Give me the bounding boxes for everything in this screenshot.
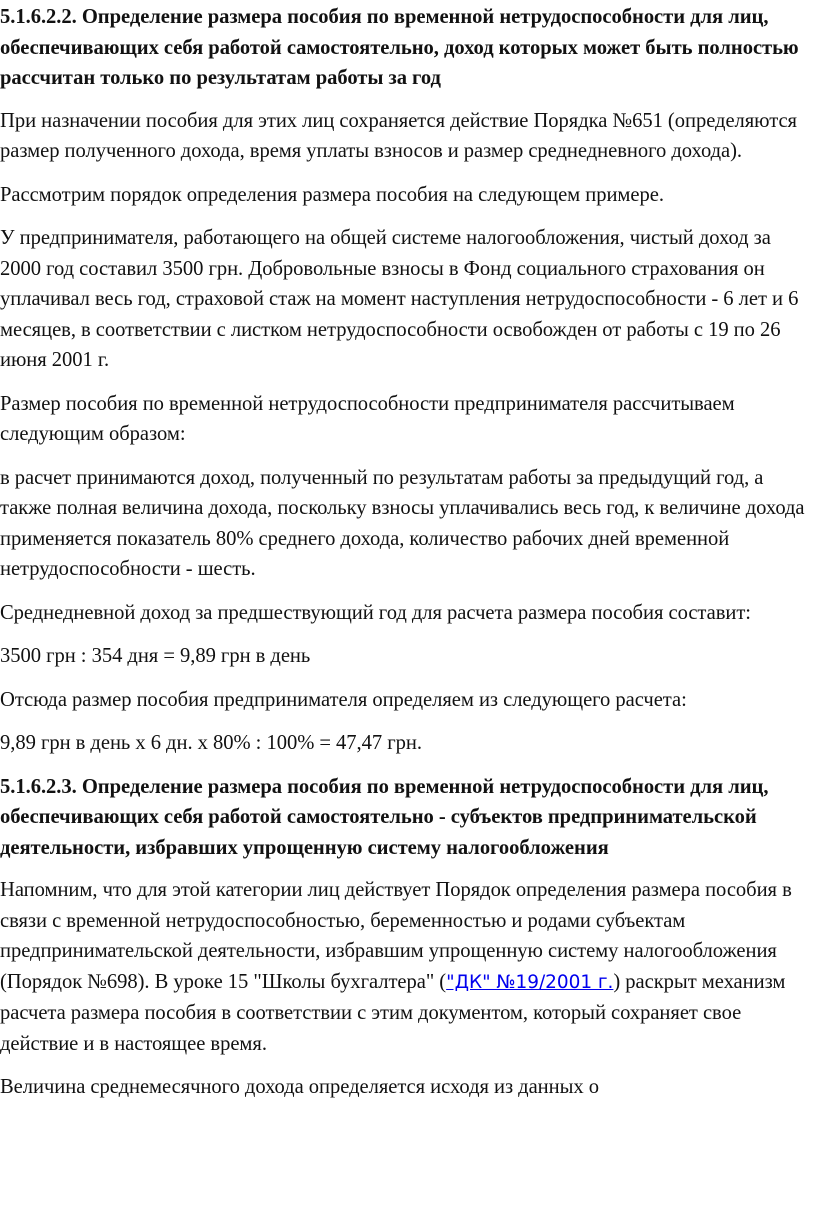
paragraph-calculation-intro: Размер пособия по временной нетрудоспособности предпринимателя рассчитываем следующим образом: [0,392,735,445]
paragraph-monthly-income: Величина среднемесячного дохода определяется исходя из данных о [0,1076,600,1098]
paragraph-daily-income-intro: Среднедневной доход за предшествующий год для расчета размера пособия составит: [0,601,751,624]
section-heading-5-1-6-2-3: 5.1.6.2.3. Определение размера пособия по временной нетрудоспособности для лиц, обеспечивающих себя работой самостоятельно - субъектов предпринимательской деятельности, избравших упрощенную систему налогообложения [0,775,769,859]
paragraph-benefit-intro: Отсюда размер пособия предпринимателя определяем из следующего расчета: [0,688,687,711]
formula-benefit: 9,89 грн в день х 6 дн. х 80% : 100% = 47,47 грн. [0,732,422,754]
paragraph-order-698-text-before: Напомним, что для этой категории лиц действует Порядок определения размера пособия в связи с временной нетрудоспособностью, беременностью и родами субъектам предпринимательской деятельности, избравшим упрощенную систему налогообложения (Порядок №698). В уроке 15 "Школы бухгалтера" ( [0,879,792,993]
paragraph-example-conditions: У предпринимателя, работающего на общей системе налогообложения, чистый доход за 2000 год составил 3500 грн. Добровольные взносы в Фонд социального страхования он уплачивал весь год, страховой стаж на момент наступления нетрудоспособности - 6 лет и 6 месяцев, в соответствии с листком нетрудоспособности освобожден от работы с 19 по 26 июня 2001 г. [0,227,799,371]
section-heading-5-1-6-2-2: 5.1.6.2.2. Определение размера пособия по временной нетрудоспособности для лиц, обеспечивающих себя работой самостоятельно, доход которых может быть полностью рассчитан только по результатам работы за год [0,6,799,89]
paragraph-order-698 [0,875,808,1059]
paragraph-order-698-text-after: ) раскрыт механизм расчета размера пособия в соответствии с этим документом, который сохраняет свое действие и в настоящее время. [0,970,786,1055]
formula-daily-income: 3500 грн : 354 дня = 9,89 грн в день [0,645,311,667]
paragraph-order-651: При назначении пособия для этих лиц сохраняется действие Порядка №651 (определяются размер полученного дохода, время уплаты взносов и размер среднедневного дохода). [0,109,797,162]
paragraph-example-intro: Рассмотрим порядок определения размера пособия на следующем примере. [0,183,664,206]
dk-issue-link[interactable]: "ДК" №19/2001 г. [446,971,614,993]
paragraph-calculation-rules: в расчет принимаются доход, полученный по результатам работы за предыдущий год, а также полная величина дохода, поскольку взносы уплачивались весь год, к величине дохода применяется показатель 80% среднего дохода, количество рабочих дней временной нетрудоспособности - шесть. [0,466,805,580]
